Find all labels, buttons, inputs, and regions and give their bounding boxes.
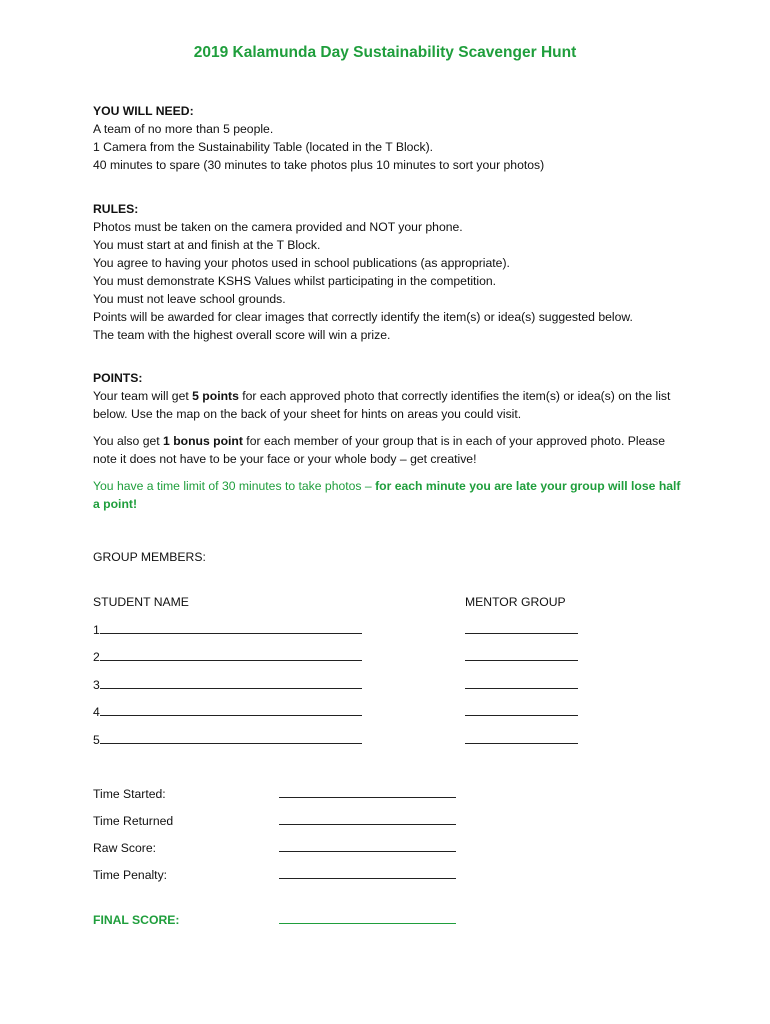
member-row-1 bbox=[93, 621, 362, 639]
student-name-field[interactable] bbox=[100, 676, 362, 689]
final-score-field[interactable] bbox=[279, 911, 456, 924]
bonus-text: for each member of your group that is in each of your approved photo. Please note it does not have to be your face or your whole body – get creative! bbox=[93, 434, 665, 466]
rule-item: Points will be awarded for clear images that correctly identify the item(s) or idea(s) suggested below. bbox=[93, 310, 633, 324]
time-started-field[interactable] bbox=[279, 785, 456, 798]
member-number: 1 bbox=[93, 623, 100, 637]
mentor-row-1 bbox=[465, 621, 578, 639]
raw-score-row bbox=[279, 839, 456, 857]
time-penalty-field[interactable] bbox=[279, 866, 456, 879]
raw-score-field[interactable] bbox=[279, 839, 456, 852]
rules-section bbox=[93, 200, 693, 344]
mentor-row-5 bbox=[465, 731, 578, 749]
points-heading: POINTS: bbox=[93, 371, 143, 385]
time-started-label: Time Started: bbox=[93, 787, 166, 801]
time-returned-label: Time Returned bbox=[93, 814, 174, 828]
need-section bbox=[93, 102, 693, 174]
mentor-group-field[interactable] bbox=[465, 703, 578, 716]
member-number: 5 bbox=[93, 733, 100, 747]
points-emphasis: 5 points bbox=[192, 389, 239, 403]
rules-heading: RULES: bbox=[93, 202, 139, 216]
rule-item: You must demonstrate KSHS Values whilst participating in the competition. bbox=[93, 274, 497, 288]
member-row-4 bbox=[93, 703, 362, 721]
group-members-heading: GROUP MEMBERS: bbox=[93, 550, 206, 564]
student-name-field[interactable] bbox=[100, 703, 362, 716]
mentor-group-column: MENTOR GROUP bbox=[465, 595, 566, 609]
mentor-row-3 bbox=[465, 676, 578, 694]
raw-score-label: Raw Score: bbox=[93, 841, 156, 855]
time-limit-text: You have a time limit of 30 minutes to take photos – bbox=[93, 479, 376, 493]
points-paragraph bbox=[93, 387, 683, 423]
document-title: 2019 Kalamunda Day Sustainability Scavenger Hunt bbox=[193, 44, 577, 61]
mentor-row-2 bbox=[465, 648, 578, 666]
mentor-group-field[interactable] bbox=[465, 676, 578, 689]
time-returned-row bbox=[279, 812, 456, 830]
time-penalty-row bbox=[279, 866, 456, 884]
student-name-field[interactable] bbox=[100, 731, 362, 744]
member-number: 4 bbox=[93, 705, 100, 719]
bonus-emphasis: 1 bonus point bbox=[163, 434, 243, 448]
member-row-5 bbox=[93, 731, 362, 749]
bonus-text: You also get bbox=[93, 434, 164, 448]
member-number: 3 bbox=[93, 678, 100, 692]
rule-item: You must not leave school grounds. bbox=[93, 292, 286, 306]
time-started-row bbox=[279, 785, 456, 803]
final-score-row bbox=[279, 911, 456, 929]
rule-item: The team with the highest overall score will win a prize. bbox=[93, 328, 391, 342]
mentor-group-field[interactable] bbox=[465, 621, 578, 634]
student-name-field[interactable] bbox=[100, 648, 362, 661]
need-heading: YOU WILL NEED: bbox=[93, 104, 194, 118]
need-item: 1 Camera from the Sustainability Table (located in the T Block). bbox=[93, 140, 434, 154]
time-returned-field[interactable] bbox=[279, 812, 456, 825]
member-row-2 bbox=[93, 648, 362, 666]
member-number: 2 bbox=[93, 650, 100, 664]
points-text: for each approved photo that correctly identifies the item(s) or idea(s) on the list below. Use the map on the back of your sheet for hints on areas you could visit. bbox=[93, 389, 671, 421]
mentor-row-4 bbox=[465, 703, 578, 721]
bonus-paragraph bbox=[93, 432, 683, 468]
mentor-group-field[interactable] bbox=[465, 731, 578, 744]
member-row-3 bbox=[93, 676, 362, 694]
points-section bbox=[93, 369, 683, 513]
student-name-field[interactable] bbox=[100, 621, 362, 634]
time-limit-paragraph bbox=[93, 477, 683, 513]
time-penalty-label: Time Penalty: bbox=[93, 868, 168, 882]
time-limit-emphasis: for each minute you are late your group will lose half a point! bbox=[93, 479, 681, 511]
mentor-group-field[interactable] bbox=[465, 648, 578, 661]
final-score-label: FINAL SCORE: bbox=[93, 913, 180, 927]
student-name-column: STUDENT NAME bbox=[93, 595, 189, 609]
rule-item: Photos must be taken on the camera provided and NOT your phone. bbox=[93, 220, 463, 234]
rule-item: You must start at and finish at the T Block. bbox=[93, 238, 321, 252]
need-item: 40 minutes to spare (30 minutes to take photos plus 10 minutes to sort your photos) bbox=[93, 158, 545, 172]
points-text: Your team will get bbox=[93, 389, 193, 403]
rule-item: You agree to having your photos used in school publications (as appropriate). bbox=[93, 256, 510, 270]
need-item: A team of no more than 5 people. bbox=[93, 122, 274, 136]
